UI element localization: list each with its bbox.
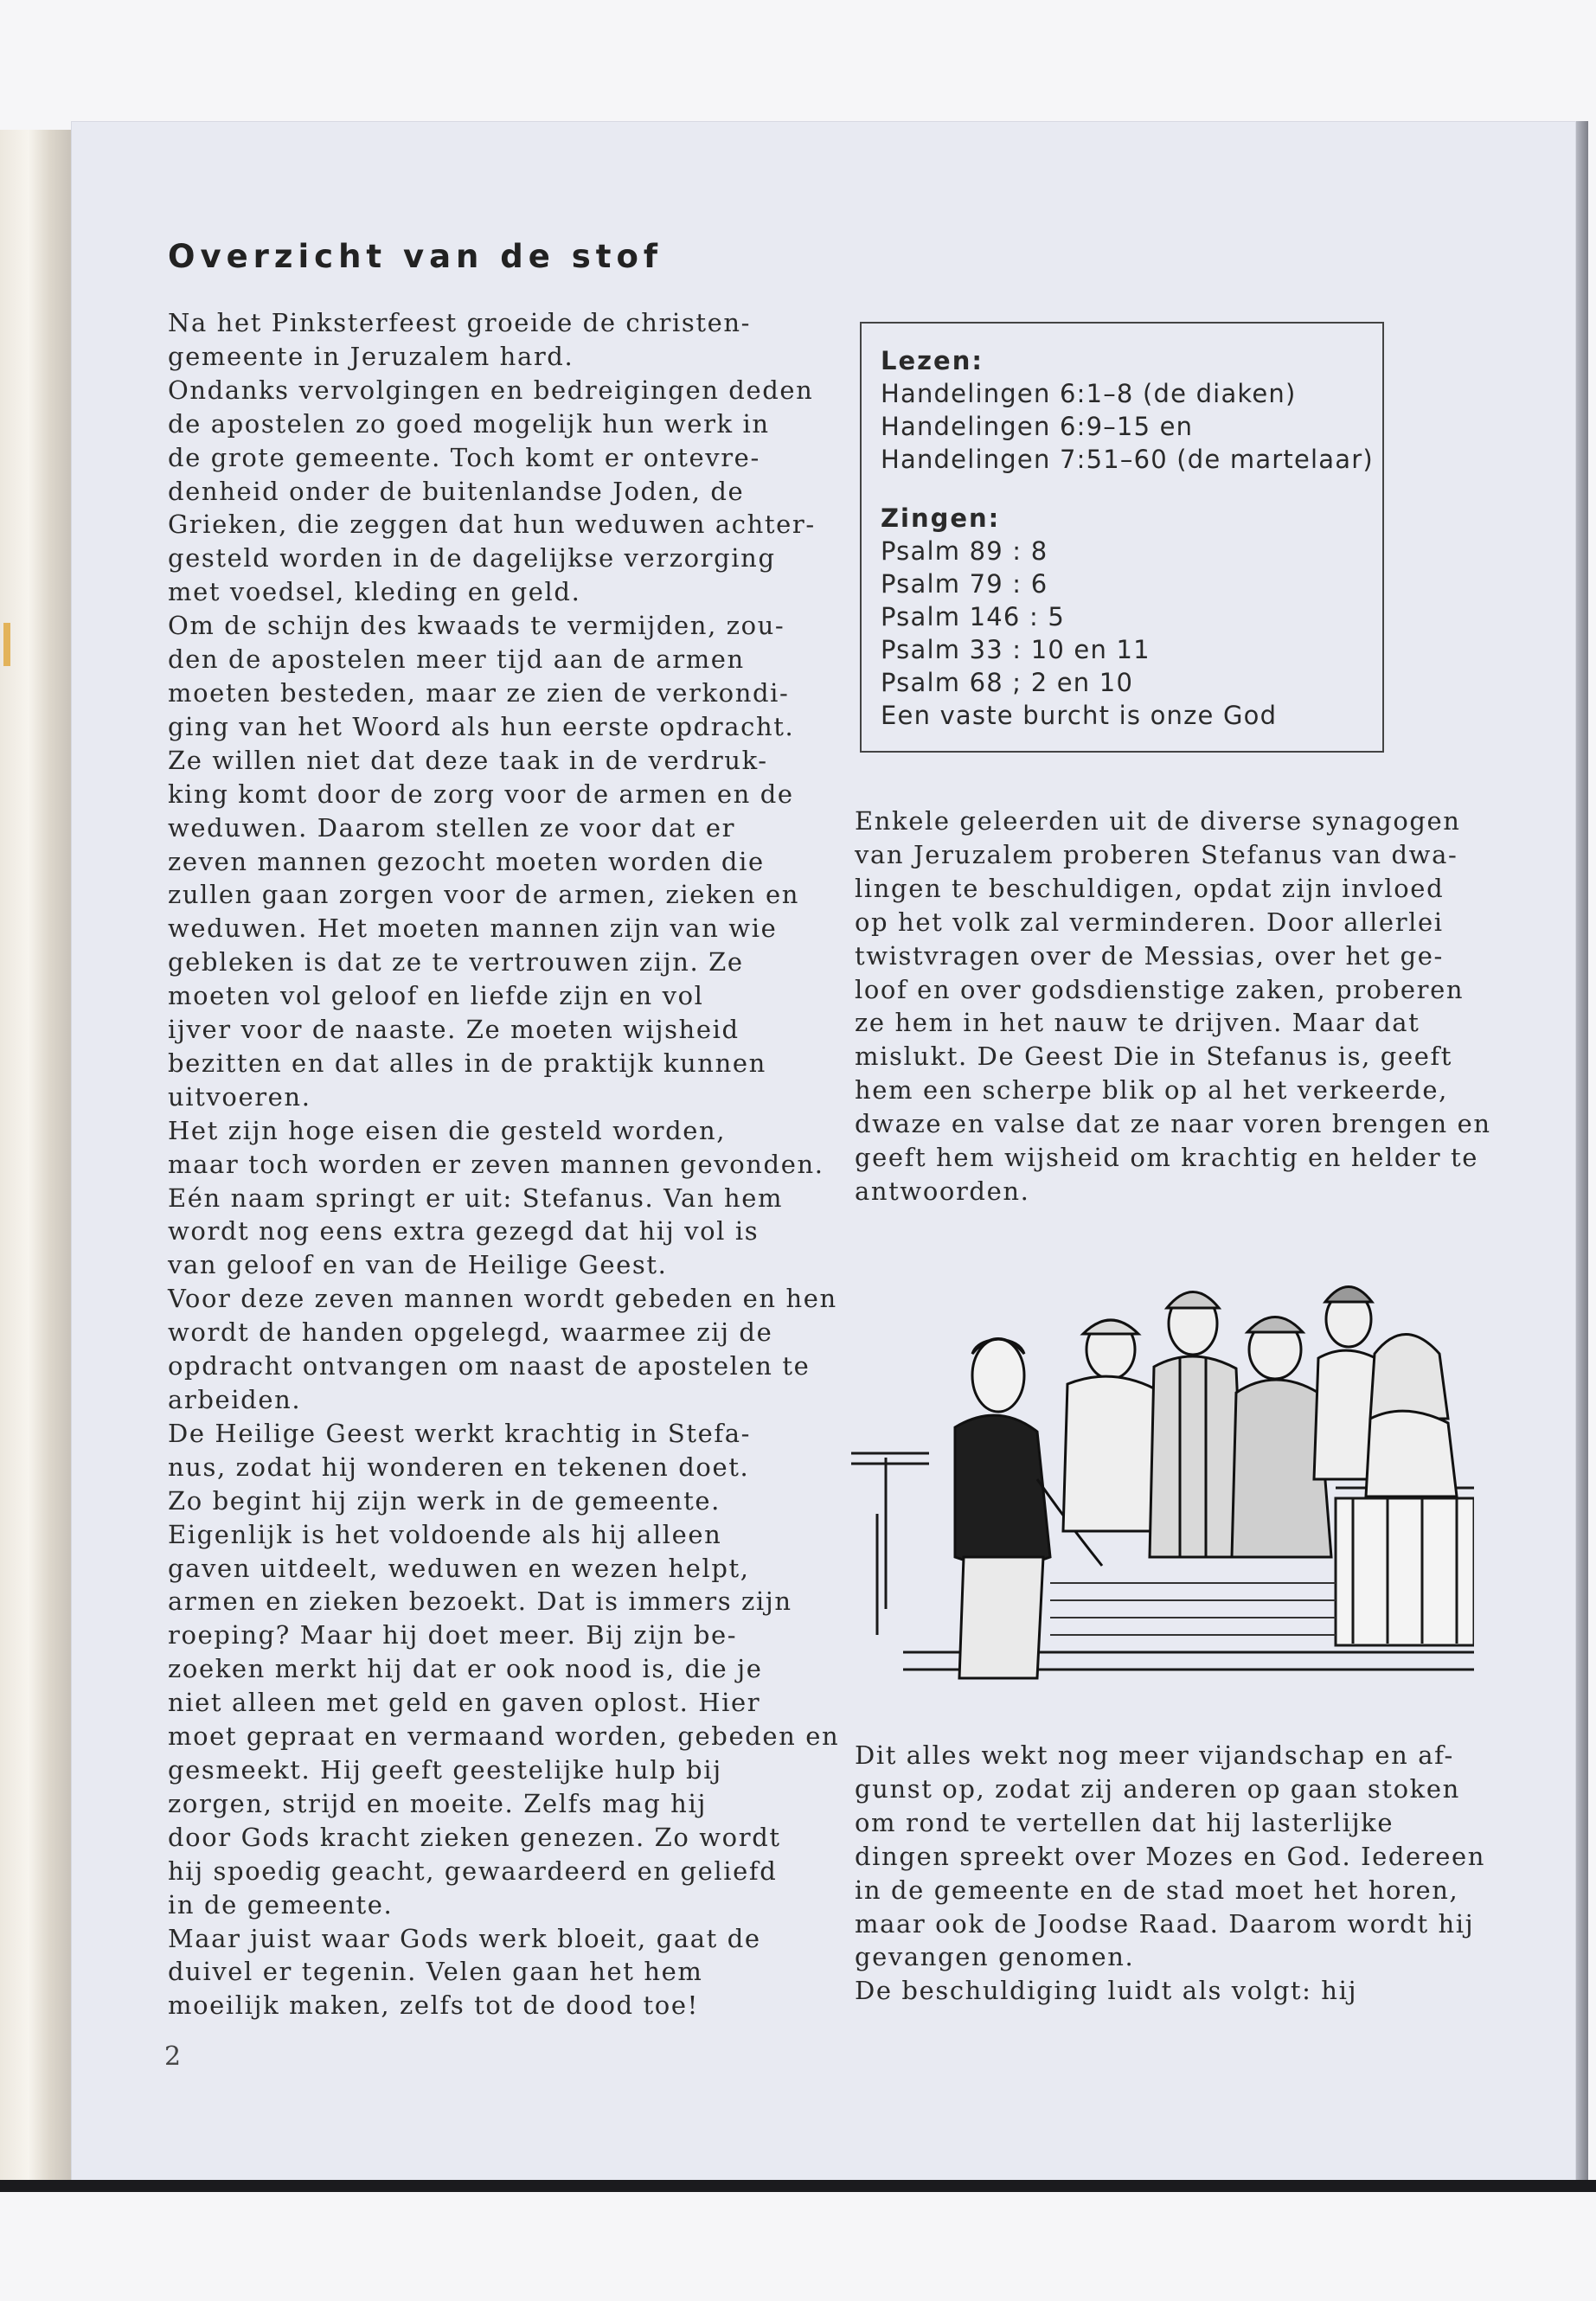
text-line: dwaze en valse dat ze naar voren brengen en <box>855 1109 1491 1139</box>
page-bottom-shadow <box>0 2180 1596 2192</box>
text-line: moeten vol geloof en liefde zijn en vol <box>168 981 704 1011</box>
text-line: De beschuldiging luidt als volgt: hij <box>855 1976 1358 2006</box>
text-line: gesmeekt. Hij geeft geestelijke hulp bij <box>168 1754 722 1785</box>
text-line: uitvoeren. <box>168 1081 311 1112</box>
text-line: wordt de handen opgelegd, waarmee zij de <box>168 1317 773 1348</box>
page-number: 2 <box>164 2041 182 2072</box>
text-line: king komt door de zorg voor de armen en de <box>168 779 794 809</box>
text-line: met voedsel, kleding en geld. <box>168 577 581 607</box>
text-line: armen en zieken bezoekt. Dat is immers zijn <box>168 1586 792 1617</box>
text-line: mislukt. De Geest Die in Stefanus is, geeft <box>855 1042 1453 1072</box>
text-line: maar ook de Joodse Raad. Daarom wordt hij <box>855 1908 1475 1939</box>
text-line: moeten besteden, maar ze zien de verkondi- <box>168 677 790 708</box>
text-line: Eigenlijk is het voldoende als hij alleen <box>168 1519 722 1549</box>
text-line: lingen te beschuldigen, opdat zijn invloed <box>855 873 1445 903</box>
text-line: de grote gemeente. Toch komt er ontevre- <box>168 442 760 472</box>
sing-heading: Zingen: <box>881 503 1001 533</box>
text-line: Het zijn hoge eisen die gesteld worden, <box>168 1115 727 1145</box>
text-line: gunst op, zodat zij anderen op gaan stoken <box>855 1773 1460 1804</box>
reading-singing-box <box>860 322 1384 753</box>
text-line: wordt nog eens extra gezegd dat hij vol is <box>168 1216 760 1247</box>
text-line: gesteld worden in de dagelijkse verzorging <box>168 543 776 574</box>
text-line: gaven uitdeelt, weduwen en wezen helpt, <box>168 1553 750 1583</box>
sing-line: Psalm 89 : 8 <box>881 536 1048 566</box>
text-line: opdracht ontvangen om naast de apostelen te <box>168 1351 811 1381</box>
bookmark-tab <box>3 623 10 666</box>
text-line: hij spoedig geacht, gewaardeerd en geliefd <box>168 1856 778 1886</box>
text-line: zullen gaan zorgen voor de armen, zieken en <box>168 880 800 910</box>
left-column-text <box>168 306 840 2022</box>
text-line: ijver voor de naaste. Ze moeten wijsheid <box>168 1015 740 1045</box>
text-line: om rond te vertellen dat hij lasterlijke <box>855 1807 1394 1837</box>
text-line: Maar juist waar Gods werk bloeit, gaat de <box>168 1923 761 1953</box>
text-line: Eén naam springt er uit: Stefanus. Van hem <box>168 1183 784 1213</box>
text-line: Dit alles wekt nog meer vijandschap en af- <box>855 1740 1454 1770</box>
book-page-edge <box>0 130 71 2189</box>
read-line: Handelingen 7:51–60 (de martelaar) <box>881 445 1374 474</box>
read-line: Handelingen 6:1–8 (de diaken) <box>881 379 1297 408</box>
right-column-text-top <box>855 804 1495 1208</box>
text-line: twistvragen over de Messias, over het ge- <box>855 940 1444 971</box>
text-line: dingen spreekt over Mozes en God. Iedereen <box>855 1841 1486 1871</box>
sing-line: Psalm 68 ; 2 en 10 <box>881 668 1134 697</box>
text-line: in de gemeente en de stad moet het horen, <box>855 1875 1459 1905</box>
text-line: zeven mannen gezocht moeten worden die <box>168 846 765 876</box>
text-line: bezitten en dat alles in de praktijk kunnen <box>168 1048 766 1078</box>
text-line: Om de schijn des kwaads te vermijden, zou- <box>168 611 785 641</box>
text-line: duivel er tegenin. Velen gaan het hem <box>168 1957 703 1987</box>
text-line: weduwen. Het moeten mannen zijn van wie <box>168 913 778 944</box>
council-illustration <box>851 1272 1474 1695</box>
text-line: antwoorden. <box>855 1176 1030 1206</box>
text-line: geeft hem wijsheid om krachtig en helder te <box>855 1143 1479 1173</box>
text-line: Ondanks vervolgingen en bedreigingen deden <box>168 375 814 405</box>
text-line: niet alleen met geld en gaven oplost. Hier <box>168 1688 761 1718</box>
text-line: arbeiden. <box>168 1385 302 1414</box>
text-line: gevangen genomen. <box>855 1942 1135 1972</box>
text-line: Na het Pinksterfeest groeide de christen- <box>168 308 752 337</box>
read-line: Handelingen 6:9–15 en <box>881 412 1194 441</box>
text-line: weduwen. Daarom stellen ze voor dat er <box>168 812 736 843</box>
text-line: van geloof en van de Heilige Geest. <box>168 1250 668 1280</box>
text-line: ging van het Woord als hun eerste opdracht. <box>168 711 795 741</box>
sing-line: Een vaste burcht is onze God <box>881 701 1278 730</box>
text-line: door Gods kracht zieken genezen. Zo wordt <box>168 1822 781 1852</box>
text-line: loof en over godsdienstige zaken, proberen <box>855 974 1465 1004</box>
text-line: den de apostelen meer tijd aan de armen <box>168 644 745 675</box>
text-line: zoeken merkt hij dat er ook nood is, die je <box>168 1654 763 1684</box>
text-line: gebleken is dat ze te vertrouwen zijn. Ze <box>168 947 744 977</box>
sing-line: Psalm 33 : 10 en 11 <box>881 635 1151 664</box>
sing-line: Psalm 146 : 5 <box>881 602 1065 631</box>
text-line: in de gemeente. <box>168 1889 394 1920</box>
page-right-shadow <box>1576 121 1588 2184</box>
right-column-text-bottom <box>855 1739 1495 2008</box>
text-line: Enkele geleerden uit de diverse synagogen <box>855 806 1461 836</box>
text-line: Grieken, die zeggen dat hun weduwen achter- <box>168 510 816 540</box>
text-line: moeilijk maken, zelfs tot de dood toe! <box>168 1990 699 2021</box>
text-line: zorgen, strijd en moeite. Zelfs mag hij <box>168 1788 707 1818</box>
read-heading: Lezen: <box>881 346 984 375</box>
text-line: Zo begint hij zijn werk in de gemeente. <box>168 1485 721 1516</box>
text-line: moet gepraat en vermaand worden, gebeden en <box>168 1721 840 1752</box>
sing-line: Psalm 79 : 6 <box>881 569 1048 599</box>
text-line: op het volk zal verminderen. Door allerlei <box>855 907 1444 937</box>
text-line: De Heilige Geest werkt krachtig in Stefa- <box>168 1418 752 1448</box>
text-line: denheid onder de buitenlandse Joden, de <box>168 476 745 506</box>
text-line: van Jeruzalem proberen Stefanus van dwa- <box>855 839 1458 869</box>
text-line: gemeente in Jeruzalem hard. <box>168 341 574 371</box>
text-line: nus, zodat hij wonderen en tekenen doet. <box>168 1452 750 1482</box>
text-line: maar toch worden er zeven mannen gevonden. <box>168 1149 824 1179</box>
text-line: Voor deze zeven mannen wordt gebeden en hen <box>168 1284 837 1314</box>
text-line: hem een scherpe blik op al het verkeerde, <box>855 1075 1448 1106</box>
text-line: Ze willen niet dat deze taak in de verdruk- <box>168 745 768 775</box>
section-title: Overzicht van de stof <box>168 238 663 275</box>
text-line: roeping? Maar hij doet meer. Bij zijn be- <box>168 1620 738 1650</box>
text-line: de apostelen zo goed mogelijk hun werk in <box>168 408 770 439</box>
text-line: ze hem in het nauw te drijven. Maar dat <box>855 1008 1420 1038</box>
